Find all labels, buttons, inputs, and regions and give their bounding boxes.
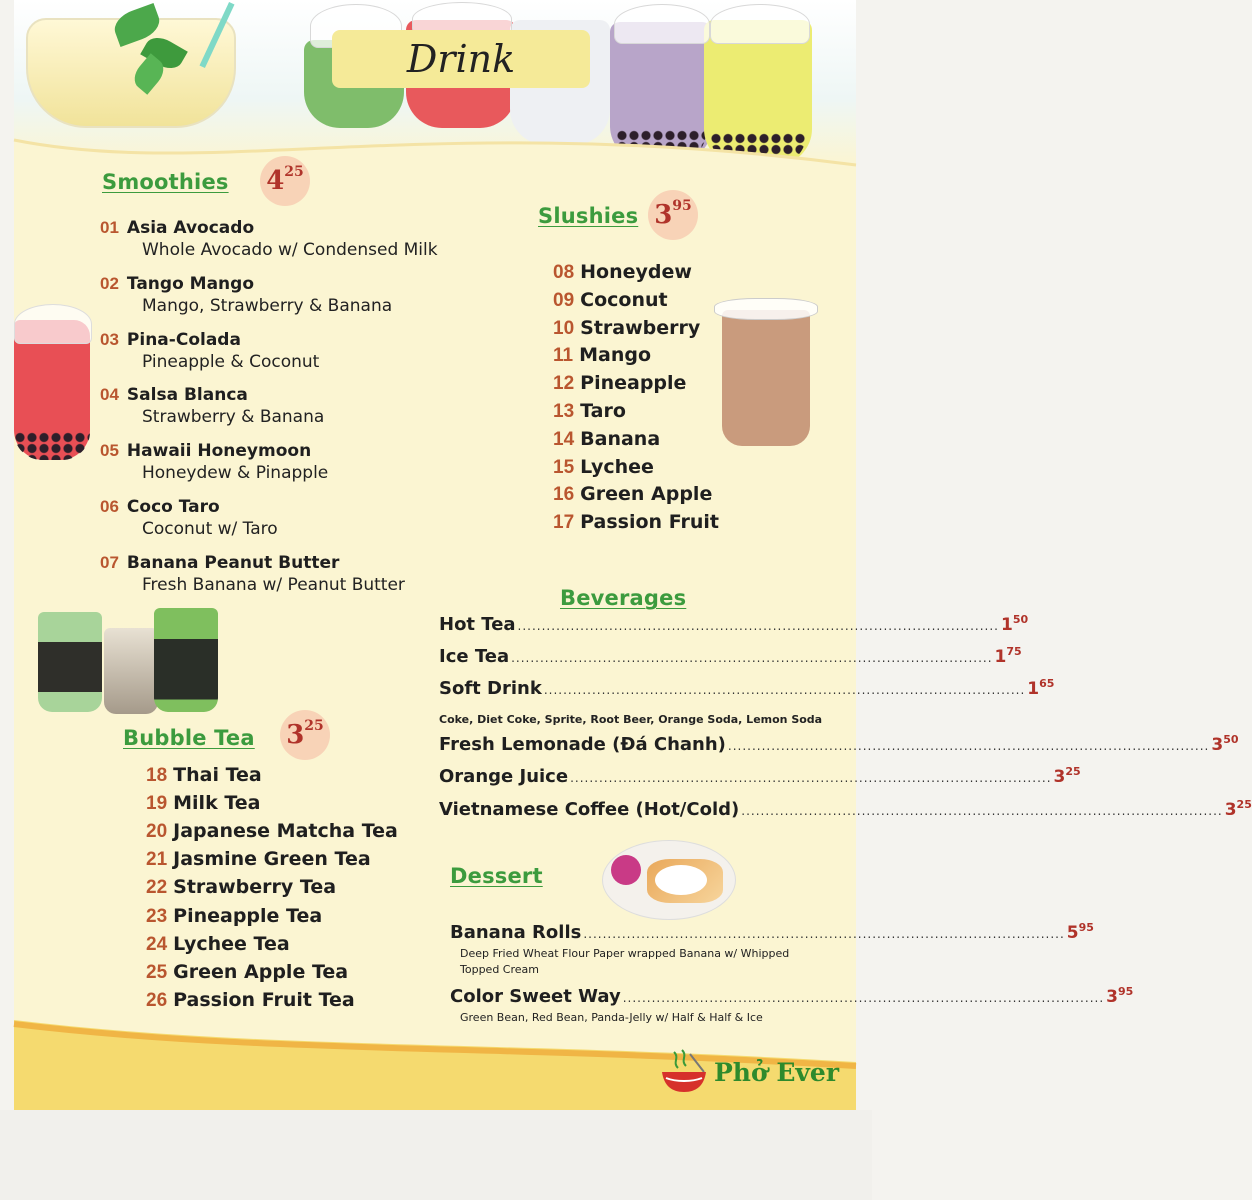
item-name: Tango Mango [126,273,255,294]
item-name: Orange Juice [439,766,569,787]
item-name: Jasmine Green Tea [173,848,371,871]
item-number: 23 [146,905,168,927]
bubble-tea-item [146,820,398,843]
price-cents: 25 [1236,798,1252,811]
item-name: Pina-Colada [126,329,241,350]
dot-leader: .................................................................................................... [570,771,1052,785]
item-number: 08 [553,262,575,283]
item-price [1211,735,1238,755]
item-number: 02 [100,273,119,293]
beverages-heading: Beverages [560,586,687,610]
item-name: Mango [579,344,652,367]
price-main: 1 [1027,679,1040,699]
item-name: Coco Taro [126,497,220,517]
item-price [1027,679,1054,699]
item-number: 14 [553,428,575,450]
slushie-item [553,428,660,451]
price-main: 5 [1066,923,1079,943]
item-name: Coconut [580,288,668,311]
item-name: Green Apple Tea [173,960,349,983]
brand-name: Phở Ever [714,1057,840,1087]
price-main: 3 [1106,987,1118,1007]
page-title: Drink [406,37,516,81]
item-number: 11 [553,345,574,367]
slushies-price-main: 3 [654,200,673,230]
bubble-tea-price-main: 3 [286,720,305,750]
pho-bowl-icon [660,1050,708,1094]
item-name: Fresh Lemonade (Đá Chanh) [439,734,726,755]
item-name: Japanese Matcha Tea [173,820,398,843]
price-cents: 75 [1006,645,1022,658]
slushie-item [553,317,700,340]
price-main: 1 [1001,615,1013,635]
cup-lid-image [710,4,810,44]
bubble-tea-price-cents: 25 [304,718,324,734]
item-number: 04 [100,385,119,405]
price-main: 3 [1053,767,1066,787]
item-name: Strawberry [580,316,701,339]
strawberry-bubble-tea-image [14,300,92,460]
price-cents: 95 [1117,985,1134,998]
item-name: Passion Fruit Tea [173,988,355,1011]
item-name: Banana Rolls [450,922,582,943]
cup-lid-image [614,4,710,44]
item-name: Passion Fruit [580,511,719,534]
smoothie-item [100,385,248,405]
item-number: 19 [146,793,168,815]
price-main: 3 [1224,800,1237,820]
item-number: 15 [553,456,575,478]
slushie-item [553,400,626,423]
slushie-item [553,483,712,506]
soft-drink-options: Coke, Diet Coke, Sprite, Root Beer, Orange Soda, Lemon Soda [439,713,823,726]
item-number: 12 [553,373,575,395]
smoothie-item [100,218,254,238]
item-name: Ice Tea [439,646,510,667]
item-description: Fresh Banana w/ Peanut Butter [142,574,405,595]
smoothies-price-main: 4 [266,166,285,196]
price-cents: 50 [1012,613,1029,626]
price-cents: 25 [1065,765,1081,778]
slushies-price-cents: 95 [672,198,692,214]
slushie-item [553,511,719,534]
item-description: Topped Cream [460,963,539,976]
slushie-item [553,344,651,367]
bubble-tea-item [146,876,336,899]
beverage-item [439,733,1239,755]
item-name: Hawaii Honeymoon [126,441,312,462]
item-name: Lychee [580,455,654,478]
item-number: 17 [553,512,575,534]
item-number: 09 [553,289,575,311]
item-name: Thai Tea [173,764,262,786]
item-number: 10 [553,317,575,339]
item-description: Mango, Strawberry & Banana [142,295,393,316]
brand-logo [660,1050,839,1094]
dot-leader: .................................................................................................... [741,804,1223,818]
dot-leader: .................................................................................................... [583,927,1065,941]
iced-coffee-image [714,290,818,448]
bubble-tea-heading: Bubble Tea [123,726,255,750]
smoothies-price-badge [260,156,310,206]
item-number: 18 [146,765,168,786]
item-price [1225,800,1252,820]
item-name: Honeydew [580,261,692,283]
slushie-item [553,261,692,284]
item-number: 03 [100,329,119,349]
item-description: Pineapple & Coconut [142,351,320,372]
slushie-item [553,372,686,395]
dot-leader: .................................................................................................... [622,991,1105,1005]
dessert-item [450,921,1094,943]
item-name: Taro [580,400,626,422]
item-description: Honeydew & Pinapple [142,463,329,484]
dot-leader: .................................................................................................... [517,619,999,633]
price-cents: 50 [1223,733,1239,746]
price-cents: 95 [1078,921,1094,934]
smoothie-item [100,441,311,461]
item-description: Green Bean, Red Bean, Panda-Jelly w/ Half & Half & Ice [460,1011,763,1024]
smoothie-item [100,553,339,573]
item-description: Deep Fried Wheat Flour Paper wrapped Banana w/ Whipped [460,947,790,960]
item-number: 25 [146,961,168,983]
item-number: 24 [146,933,168,955]
item-number: 16 [553,484,575,506]
smoothie-item [100,497,220,517]
item-number: 22 [146,877,168,899]
smoothies-price-cents: 25 [284,164,304,180]
item-price [1001,615,1028,635]
bubble-tea-price-badge [280,710,330,760]
slushie-item [553,289,668,312]
bubble-tea-item [146,792,260,815]
item-number: 05 [100,441,119,461]
item-number: 20 [146,821,168,843]
slushies-heading: Slushies [538,204,639,228]
slushies-price-badge [648,190,698,240]
item-name: Pineapple Tea [173,904,323,927]
item-name: Pineapple [580,372,687,395]
scan-margin [0,1110,872,1200]
dot-leader: .................................................................................................... [543,683,1026,697]
bubble-tea-cups-image [36,606,222,716]
item-number: 01 [100,218,119,237]
item-price [1106,987,1133,1007]
smoothie-item [100,274,254,294]
price-main: 1 [994,647,1007,667]
price-cents: 65 [1039,677,1055,690]
item-price [1067,923,1094,943]
item-name: Banana [580,427,661,450]
smoothies-heading: Smoothies [102,170,229,194]
item-price [1054,767,1081,787]
bubble-tea-item [146,764,262,787]
smoothie-item [100,330,241,350]
bubble-tea-item [146,848,371,871]
dessert-heading: Dessert [450,864,543,888]
item-number: 07 [100,552,119,572]
banana-rolls-image [602,840,736,920]
beverage-item [439,765,1081,787]
title-box [332,30,590,88]
item-name: Salsa Blanca [126,385,248,406]
item-name: Banana Peanut Butter [126,552,340,573]
bubble-tea-item [146,933,290,956]
bubble-tea-item [146,961,348,984]
item-name: Lychee Tea [173,932,290,955]
item-price [995,647,1022,667]
item-name: Milk Tea [173,792,261,815]
item-number: 26 [146,989,168,1011]
item-number: 06 [100,497,119,516]
bubble-tea-item [146,905,322,928]
slushie-item [553,456,654,479]
item-name: Strawberry Tea [173,876,337,899]
item-description: Whole Avocado w/ Condensed Milk [142,240,438,260]
beverage-item [439,645,1022,667]
item-description: Coconut w/ Taro [142,519,278,539]
dot-leader: .................................................................................................... [511,651,993,665]
menu-sheet [14,0,1252,1110]
item-name: Green Apple [580,483,713,506]
dot-leader: .................................................................................................... [727,739,1210,753]
beverage-item [439,677,1055,699]
item-name: Soft Drink [439,678,542,699]
item-name: Vietnamese Coffee (Hot/Cold) [439,799,740,820]
item-number: 13 [553,401,575,422]
item-name: Asia Avocado [126,218,255,238]
item-name: Hot Tea [439,614,516,635]
item-description: Strawberry & Banana [142,407,325,428]
beverage-item [439,798,1252,820]
item-name: Color Sweet Way [450,986,621,1007]
beverage-item [439,613,1029,635]
price-main: 3 [1211,735,1224,755]
item-number: 21 [146,849,168,871]
